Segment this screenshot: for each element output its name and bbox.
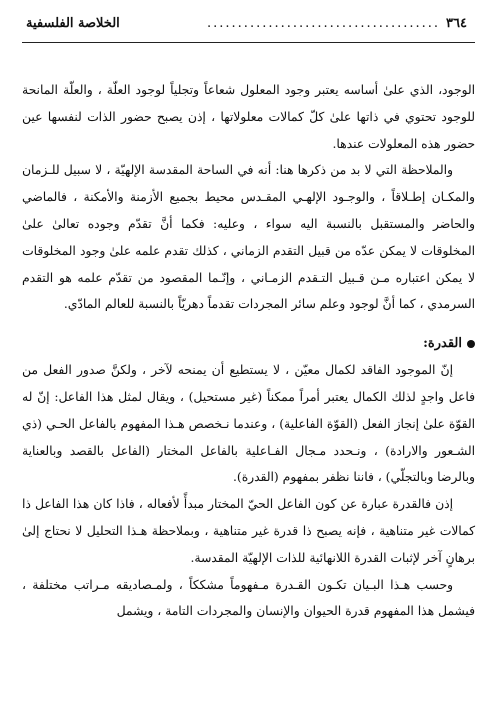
leader-dots: ......................................	[207, 16, 441, 31]
paragraph: وحسب هـذا البـيان تكـون القـدرة مـفهوماً مشككاً ، ولمـصاديقه مـراتب مختلفة ، فيشمل هذا المفهوم قدرة الحيوان والإنسان والمجردات التامة ، ويشمل	[22, 577, 475, 619]
paragraph: إنّ الموجود الفاقد لكمال معيّن ، لا يستطيع أن يمنحه لآخر ، ولكنَّ صدور الفعل من فاعل واجدٍ لذلك الكمال يعتبر أمراً ممكناً (غير مستحيل) ، ويقال لمثل هذا الفاعل: إنّ له القوّة علىٰ إنجاز الفعل (القوّة الفاعلية) ، وعندما نـخصص هـذا المفهوم بالفاعل الحـي (ذي الشـعور والارادة) ، ونـحدد مـجال الفـاعلية بالفاعل المختار (الفاعل بالقصد وبالعناية وبالرضا وبالتجلّي) ، فاننا نظفر بمفهوم (القدرة).	[22, 363, 475, 485]
page-number: ٣٦٤	[446, 16, 467, 31]
paragraph: والملاحظة التي لا بد من ذكرها هنا: أنه في الساحة المقدسة الإلهيّة ، لا سبيل للـزمان والمكـان إطـلاقاً ، والوجـود الإلهـي المقـدس محيط بجميع الأزمنة والأمكنة ، فالماضي والحاضر والمستقبل بالنسبة اليه سواء ، وعليه: فكما أنَّ تقدّم وجوده تعالىٰ علىٰ المخلوقات لا يمكن عدّه من قبيل التقدم الزماني ، كذلك تقدم علمه علىٰ وجود المخلوقات لا يمكن اعتباره مـن قـبيل التـقدم الزمـاني ، وإنّـما المقصود من تقدّم علمه هو التقدم السرمدي ، كما أنَّ لوجود وعلم سائر المجردات تقدماً دهريّاً بالنسبة للعالم المادّي.	[22, 163, 475, 312]
book-title: الخلاصة الفلسفية	[26, 16, 120, 31]
paragraph: إذن فالقدرة عبارة عن كون الفاعل الحيّ المختار مبدأً لأفعاله ، فاذا كان هذا الفاعل ذا كمالات غير متناهية ، فإنه يصبح ذا قدرة غير متناهية ، وبملاحظة هـذا التحليل لا نحتاج إلىٰ برهانٍ آخر لإثبات القدرة اللانهائية للذات الإلهيّة المقدسة.	[22, 497, 475, 565]
header-rule	[22, 42, 475, 43]
paragraph: الوجود، الذي علىٰ أساسه يعتبر وجود المعلول شعاعاً وتجلياً لوجود العلّة ، والعلّة المانحة للوجود تحتوي في ذاتها علىٰ كلّ كمالات معلولاتها ، إذن يصبح حضور الذات لنفسها عين حضور هذه المعلولات عندها.	[22, 83, 475, 151]
section-heading	[22, 331, 475, 357]
bullet-icon	[467, 340, 475, 348]
body-text	[22, 77, 475, 625]
section-heading-text: القدرة:	[423, 336, 462, 352]
running-header	[22, 16, 475, 38]
